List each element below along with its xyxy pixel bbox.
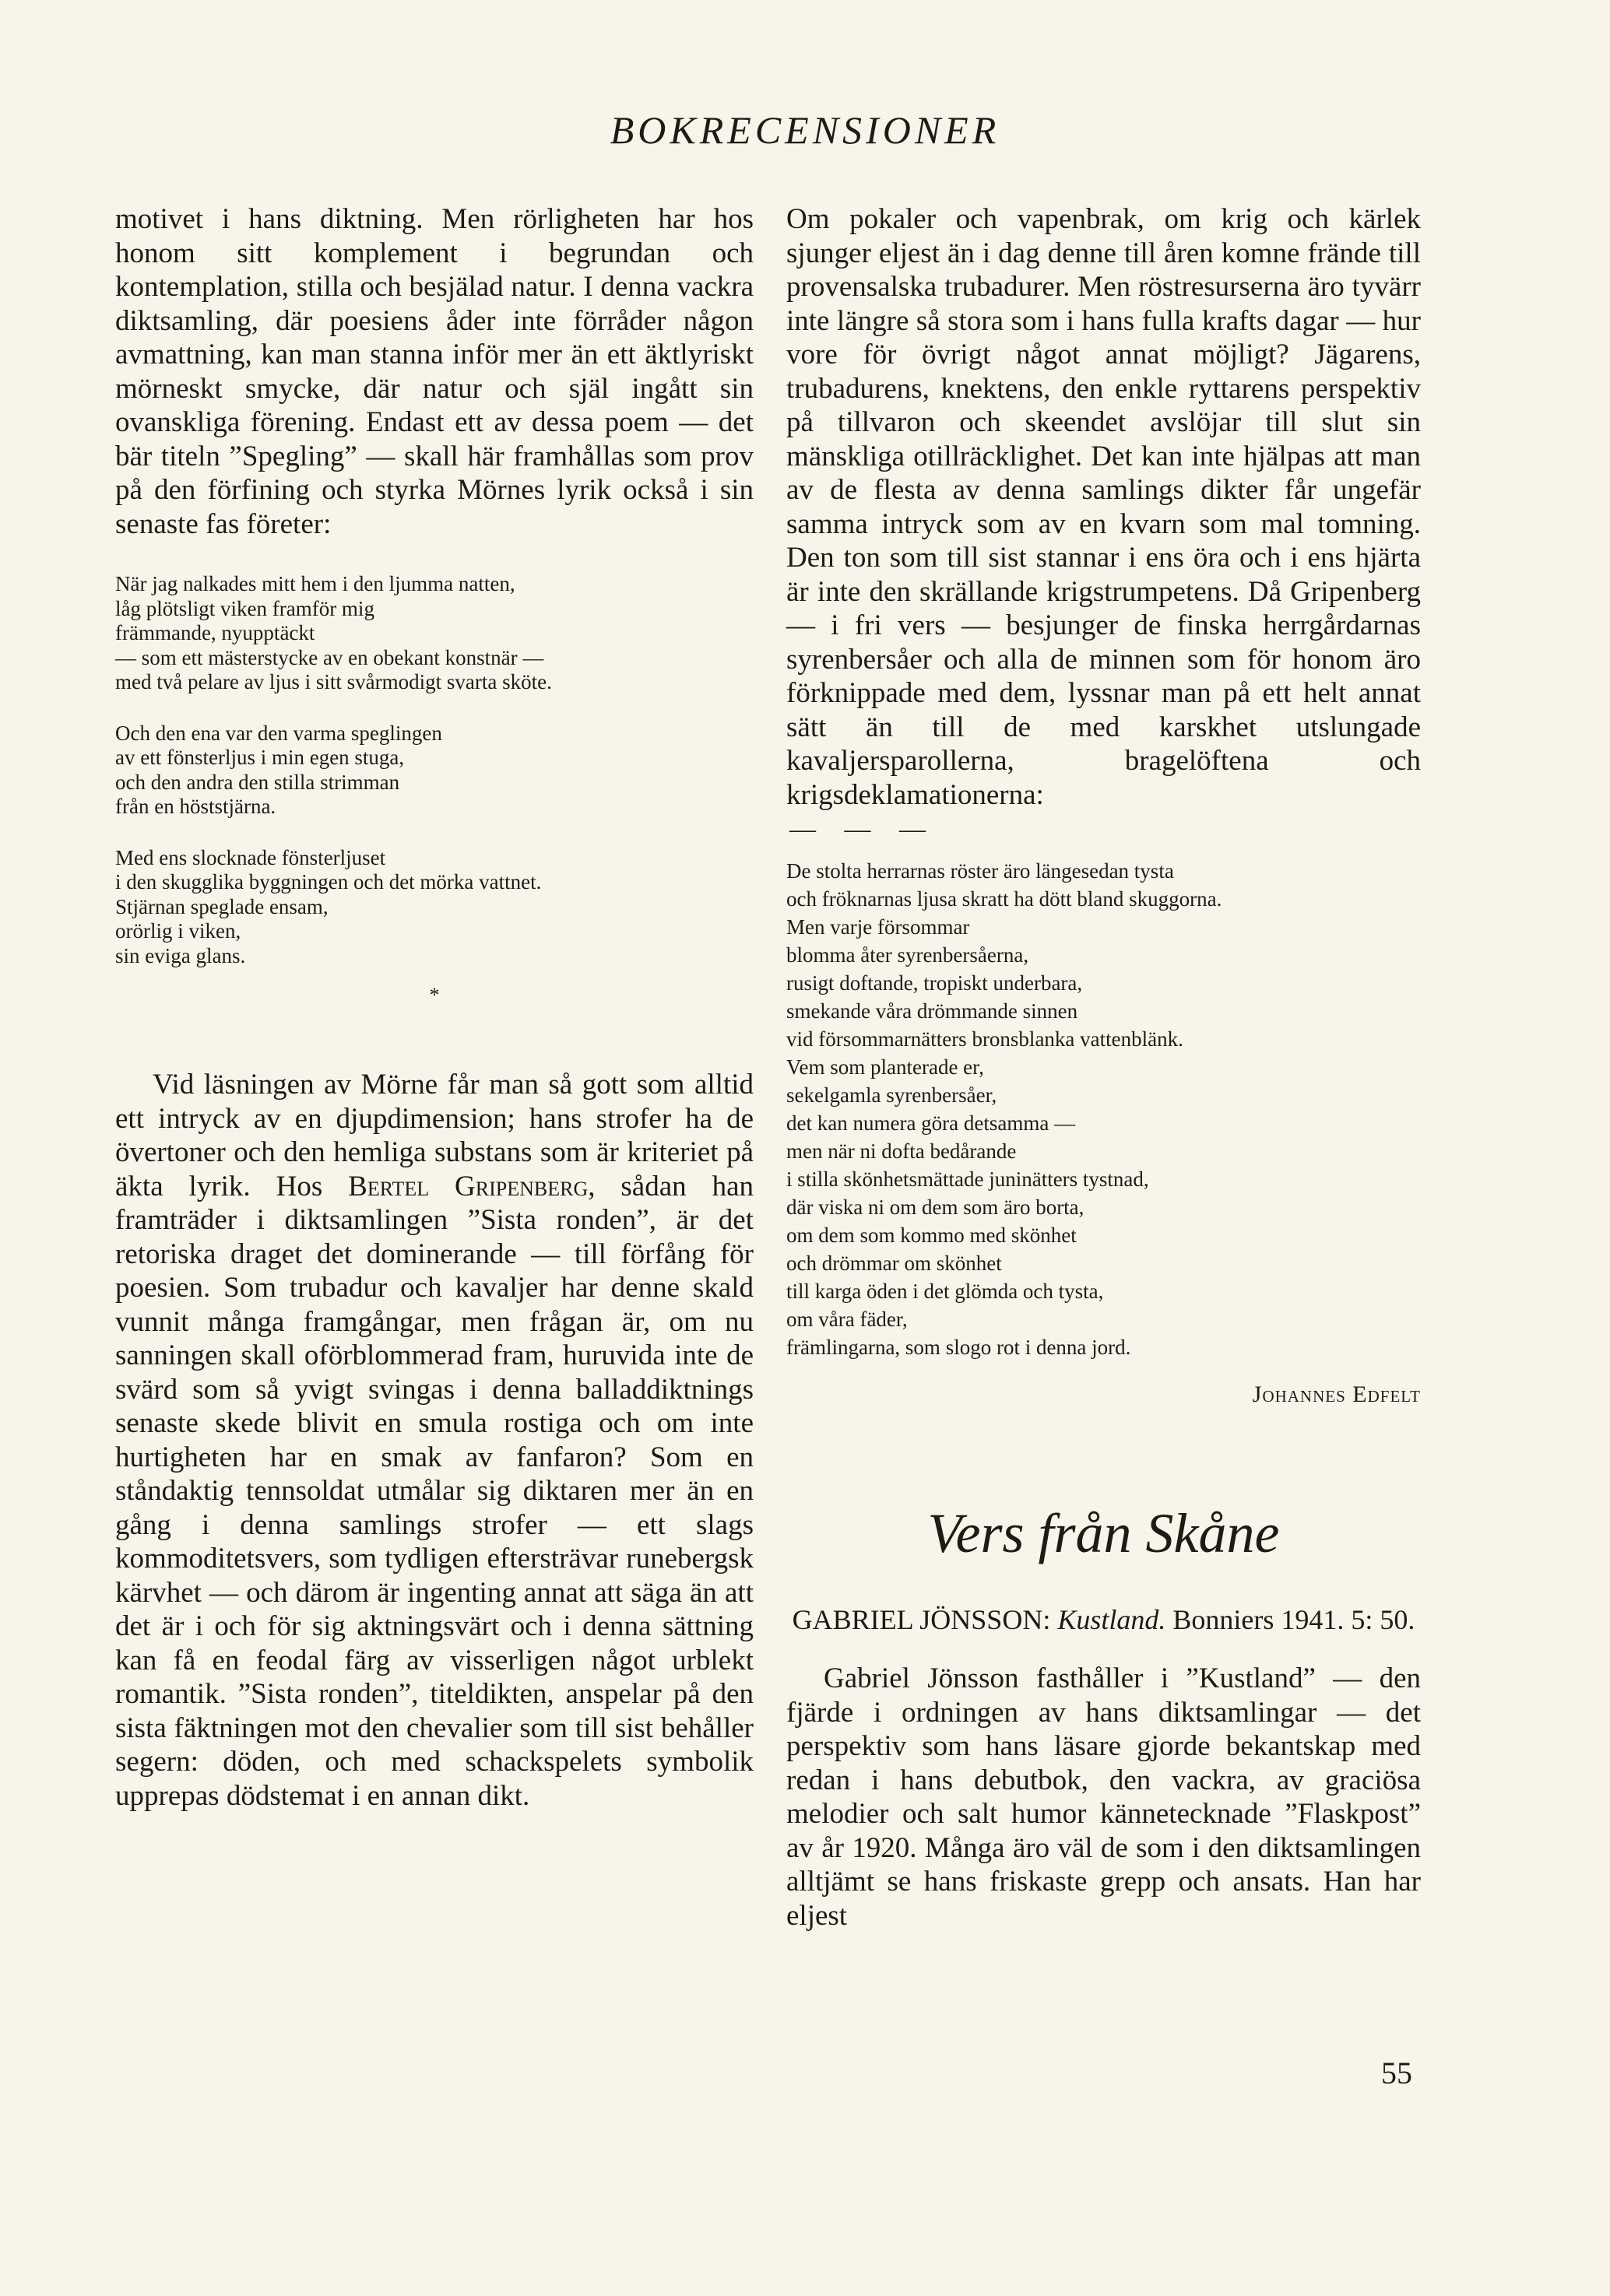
poem-line: Och den ena var den varma speglingen xyxy=(115,721,442,745)
poem-line: i stilla skönhetsmättade juninätters tystnad, xyxy=(786,1167,1149,1191)
poem-line: av ett fönsterljus i min egen stuga, xyxy=(115,746,405,769)
poem-stanza-3 xyxy=(115,846,754,969)
poem-stanza-2 xyxy=(115,721,754,820)
left-column xyxy=(115,202,754,1813)
poem-line: men när ni dofta bedårande xyxy=(786,1139,1017,1163)
poem-line: Med ens slocknade fönsterljuset xyxy=(115,845,386,869)
poem-line: rusigt doftande, tropiskt underbara, xyxy=(786,971,1083,995)
section-title: Vers från Skåne xyxy=(927,1502,1280,1564)
poem-line: När jag nalkades mitt hem i den ljumma natten, xyxy=(115,572,515,595)
poem-line: i den skugglika byggningen och det mörka vattnet. xyxy=(115,870,542,893)
poem-line: där viska ni om dem som äro borta, xyxy=(786,1195,1084,1219)
poem-line: om våra fäder, xyxy=(786,1308,908,1331)
poem-line: sin eviga glans. xyxy=(115,943,246,967)
poem-line: till karga öden i det glömda och tysta, xyxy=(786,1280,1104,1303)
poem-line: smekande våra drömmande sinnen xyxy=(786,999,1078,1023)
section-asterisk: * xyxy=(429,984,440,1006)
poem-line: med två pelare av ljus i sitt svårmodigt svarta sköte. xyxy=(115,670,552,693)
poem-line: vid försommarnätters bronsblanka vattenblänk. xyxy=(786,1027,1183,1051)
poem-line: främlingarna, som slogo rot i denna jord. xyxy=(786,1336,1131,1359)
poem-line: och fröknarnas ljusa skratt ha dött bland skuggorna. xyxy=(786,887,1222,911)
poem-stanza-1 xyxy=(115,572,754,695)
author-name: Bertel Gripenberg xyxy=(348,1170,589,1202)
poem-line: om dem som kommo med skönhet xyxy=(786,1223,1077,1247)
poem-line: Stjärnan speglade ensam, xyxy=(115,894,329,918)
poem-line: och den andra den stilla strimman xyxy=(115,770,400,794)
poem-line: låg plötsligt viken framför mig xyxy=(115,596,374,620)
opening-paragraph: motivet i hans diktning. Men rörligheten har hos honom sitt komplement i begrundan och kontemplation, stilla och besjälad natur. I denna vackra diktsamling, där poesiens åder inte förråder någon avmattning, kan man stanna inför mer än ett äktlyriskt mörneskt smycke, där natur och själ ingått sin ovanskliga förening. Endast ett av dessa poem — det bär titeln ”Spegling” — skall här framhållas som prov på den förfining och styrka Mörnes lyrik också i sin senaste fas företer: xyxy=(115,203,754,540)
poem-line: och drömmar om skönhet xyxy=(786,1252,1002,1275)
running-head: BOKRECENSIONER xyxy=(610,108,1000,152)
paragraph-text: , sådan han framträder i diktsamlingen ”Sista ronden”, är det retoriska draget det dominerande — till förfång för poesien. Som trubadur och kavaljer har denne skald vunnit många framgångar, men frågan är, om nu sanningen skall oförblommerad fram, huruvida inte de svärd som så yvigt svingas i denna balladdiktnings senaste skede blivit en smula rostiga och om inte hurtigheten har en smak av fanfaron? Som en ståndaktig tennsoldat utmålar sig diktaren mer än en gång i denna samlings strofer — ett slags kommoditetsvers, som tydligen eftersträvar runebergsk kärvhet — och därom är ingenting annat att säga än att det är i och för sig aktningsvärt och i denna sättning kan få en feodal färg av visserligen något urblekt romantik. ”Sista ronden”, titeldikten, anspelar på den sista fäktningen mot den chevalier som till sist behåller segern: döden, och med schackspelets symbolik upprepas dödstemat i en annan dikt. xyxy=(115,1170,754,1812)
paragraph-continued: Om pokaler och vapenbrak, om krig och kärlek sjunger eljest än i dag denne till åren komne frände till provensalska trubadurer. Men röstresurserna äro tyvärr inte längre så stora som i hans fulla krafts dagar — hur vore för övrigt något annat möjligt? Jägarens, trubadurens, knektens, den enkle ryttarens perspektiv på tillvaron och skeendet avslöjar till slut sin mänskliga otillräcklighet. Det kan inte hjälpas att man av de flesta av denna samlings dikter får ungefär samma intryck som av en kvarn som mal tomning. Den ton som till sist stannar i ens öra och i ens hjärta är inte den skrällande krigstrumpetens. Då Gripenberg — i fri vers — besjunger de finska herrgårdarnas syrenbersåer och alla de minnen som för honom äro förknippade med dem, lyssnar man på ett helt annat sätt än till de med karskhet utslungade kavaljersparollerna, bragelöftena och krigsdeklamationerna: xyxy=(786,203,1421,811)
book-info xyxy=(786,1603,1421,1637)
paragraph-gripenberg xyxy=(115,1068,754,1813)
poem-line: sekelgamla syrenbersåer, xyxy=(786,1083,997,1107)
review-paragraph: Gabriel Jönsson fasthåller i ”Kustland” — den fjärde i ordningen av hans diktsamlingar — det perspektiv som hans läsare gjorde bekantskap med redan i hans debutbok, den vackra, av graciösa melodier och salt humor kännetecknade ”Flaskpost” av år 1920. Många äro väl de som i den diktsamlingen alltjämt se hans friskaste grepp och ansats. Han har eljest xyxy=(786,1662,1421,1932)
paragraph-text: Vid läsningen av Mörne får man så gott som alltid ett intryck av en djupdimension; hans strofer ha de övertoner och den hemliga substans som är kriteriet på äkta lyrik. Hos xyxy=(115,1069,754,1202)
dash-separator: — — — xyxy=(789,815,937,844)
right-column xyxy=(786,202,1421,1933)
poem-line: blomma åter syrenbersåerna, xyxy=(786,943,1029,967)
page-number: 55 xyxy=(1381,2056,1412,2091)
poem-line: Men varje försommar xyxy=(786,915,970,939)
poem-line: främmande, nyupptäckt xyxy=(115,621,315,644)
reviewer-signature: Johannes Edfelt xyxy=(1252,1381,1421,1407)
poem-line: — som ett mästerstycke av en obekant konstnär — xyxy=(115,645,544,669)
book-publisher: Bonniers 1941. 5: 50. xyxy=(1165,1604,1415,1635)
poem-line: Vem som planterade er, xyxy=(786,1055,984,1079)
poem-line: det kan numera göra detsamma — xyxy=(786,1111,1076,1135)
poem-spegling xyxy=(115,572,754,968)
book-title: Kustland. xyxy=(1057,1604,1166,1635)
poem-line: orörlig i viken, xyxy=(115,919,241,943)
book-author: GABRIEL JÖNSSON: xyxy=(792,1604,1058,1635)
poem-line: De stolta herrarnas röster äro längesedan tysta xyxy=(786,859,1174,883)
poem-line: från en höststjärna. xyxy=(115,795,276,818)
poem-syrenbersaer xyxy=(786,857,1421,1361)
